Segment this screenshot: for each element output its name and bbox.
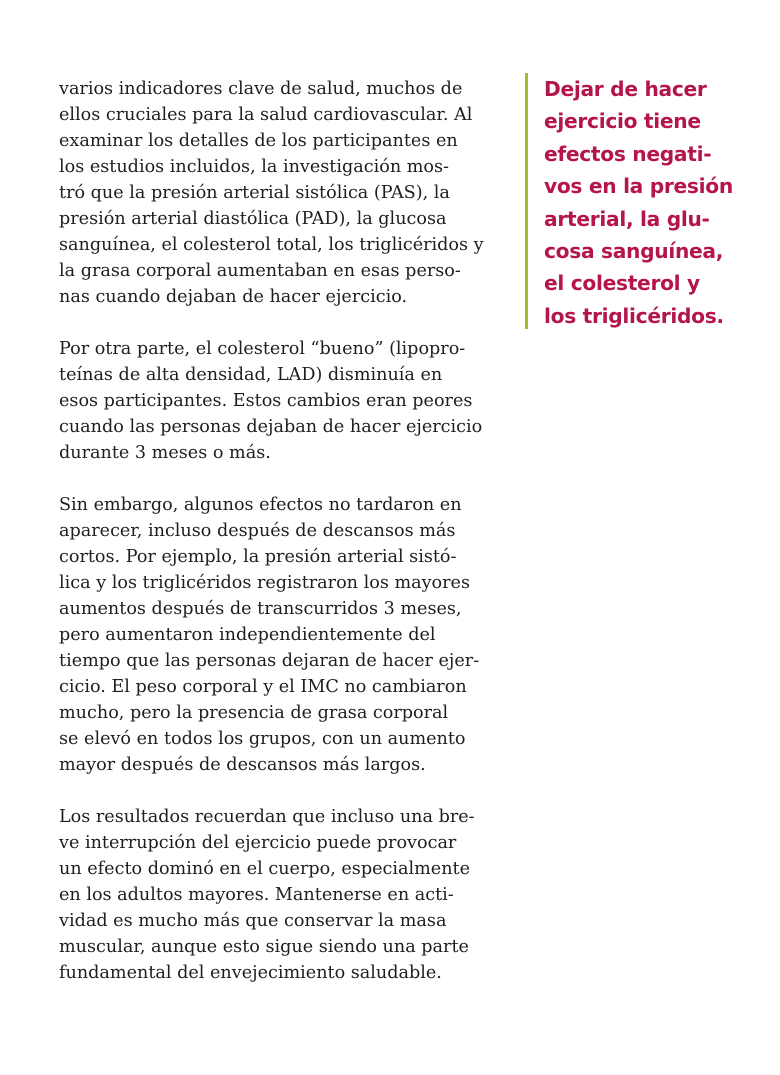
text-line: aparecer, incluso después de descansos más (59, 521, 456, 541)
pull-quote-line: el colesterol y (544, 271, 700, 296)
text-line: en los adultos mayores. Mantenerse en acti- (59, 885, 454, 905)
pull-quote-line: Dejar de hacer (544, 77, 707, 101)
text-line: mayor después de descansos más largos. (59, 755, 426, 775)
text-line: ellos cruciales para la salud cardiovascular. Al (59, 105, 473, 125)
pull-quote-line: vos en la presión (544, 174, 733, 199)
text-line: esos participantes. Estos cambios eran peores (59, 391, 473, 411)
text-line: un efecto dominó en el cuerpo, especialmente (59, 859, 471, 879)
text-line: los estudios incluidos, la investigación mos- (59, 157, 449, 177)
text-line: sanguínea, el colesterol total, los triglicéridos y (59, 235, 484, 255)
article-body (59, 76, 509, 1012)
text-line: examinar los detalles de los participantes en (59, 131, 458, 151)
text-line: Por otra parte, el colesterol “bueno” (lipopro- (59, 339, 466, 359)
pull-quote (525, 73, 760, 329)
pull-quote-line: cosa sanguínea, (544, 239, 724, 264)
paragraph-1 (59, 76, 509, 310)
text-line: pero aumentaron independientemente del (59, 625, 436, 645)
paragraph-4 (59, 804, 509, 986)
text-line: ve interrupción del ejercicio puede provocar (59, 833, 457, 853)
text-line: aumentos después de transcurridos 3 meses, (59, 599, 462, 619)
text-line: muscular, aunque esto sigue siendo una parte (59, 937, 469, 957)
pull-quote-line: los triglicéridos. (544, 303, 724, 328)
paragraph-3 (59, 492, 509, 778)
text-line: Sin embargo, algunos efectos no tardaron en (59, 495, 462, 515)
text-line: Los resultados recuerdan que incluso una bre- (59, 807, 475, 827)
text-line: nas cuando dejaban de hacer ejercicio. (59, 287, 408, 307)
text-line: cuando las personas dejaban de hacer ejercicio (59, 417, 483, 437)
text-line: cicio. El peso corporal y el IMC no cambiaron (59, 677, 467, 697)
text-line: mucho, pero la presencia de grasa corporal (59, 703, 449, 723)
text-line: lica y los triglicéridos registraron los mayores (59, 573, 470, 593)
text-line: tró que la presión arterial sistólica (PAS), la (59, 183, 450, 203)
text-line: la grasa corporal aumentaban en esas perso- (59, 261, 461, 281)
paragraph-2 (59, 336, 509, 466)
pull-quote-line: ejercicio tiene (544, 109, 701, 134)
text-line: se elevó en todos los grupos, con un aumento (59, 729, 466, 749)
text-line: presión arterial diastólica (PAD), la glucosa (59, 209, 447, 229)
text-line: teínas de alta densidad, LAD) disminuía en (59, 365, 443, 385)
text-line: durante 3 meses o más. (59, 443, 271, 463)
text-line: tiempo que las personas dejaran de hacer ejer- (59, 651, 480, 671)
text-line: fundamental del envejecimiento saludable. (59, 963, 442, 983)
text-line: varios indicadores clave de salud, muchos de (59, 79, 463, 99)
text-line: cortos. Por ejemplo, la presión arterial sistó- (59, 547, 457, 567)
pull-quote-line: arterial, la glu- (544, 206, 710, 231)
text-line: vidad es mucho más que conservar la masa (59, 911, 447, 931)
pull-quote-text (544, 73, 760, 332)
pull-quote-line: efectos negati- (544, 141, 712, 166)
